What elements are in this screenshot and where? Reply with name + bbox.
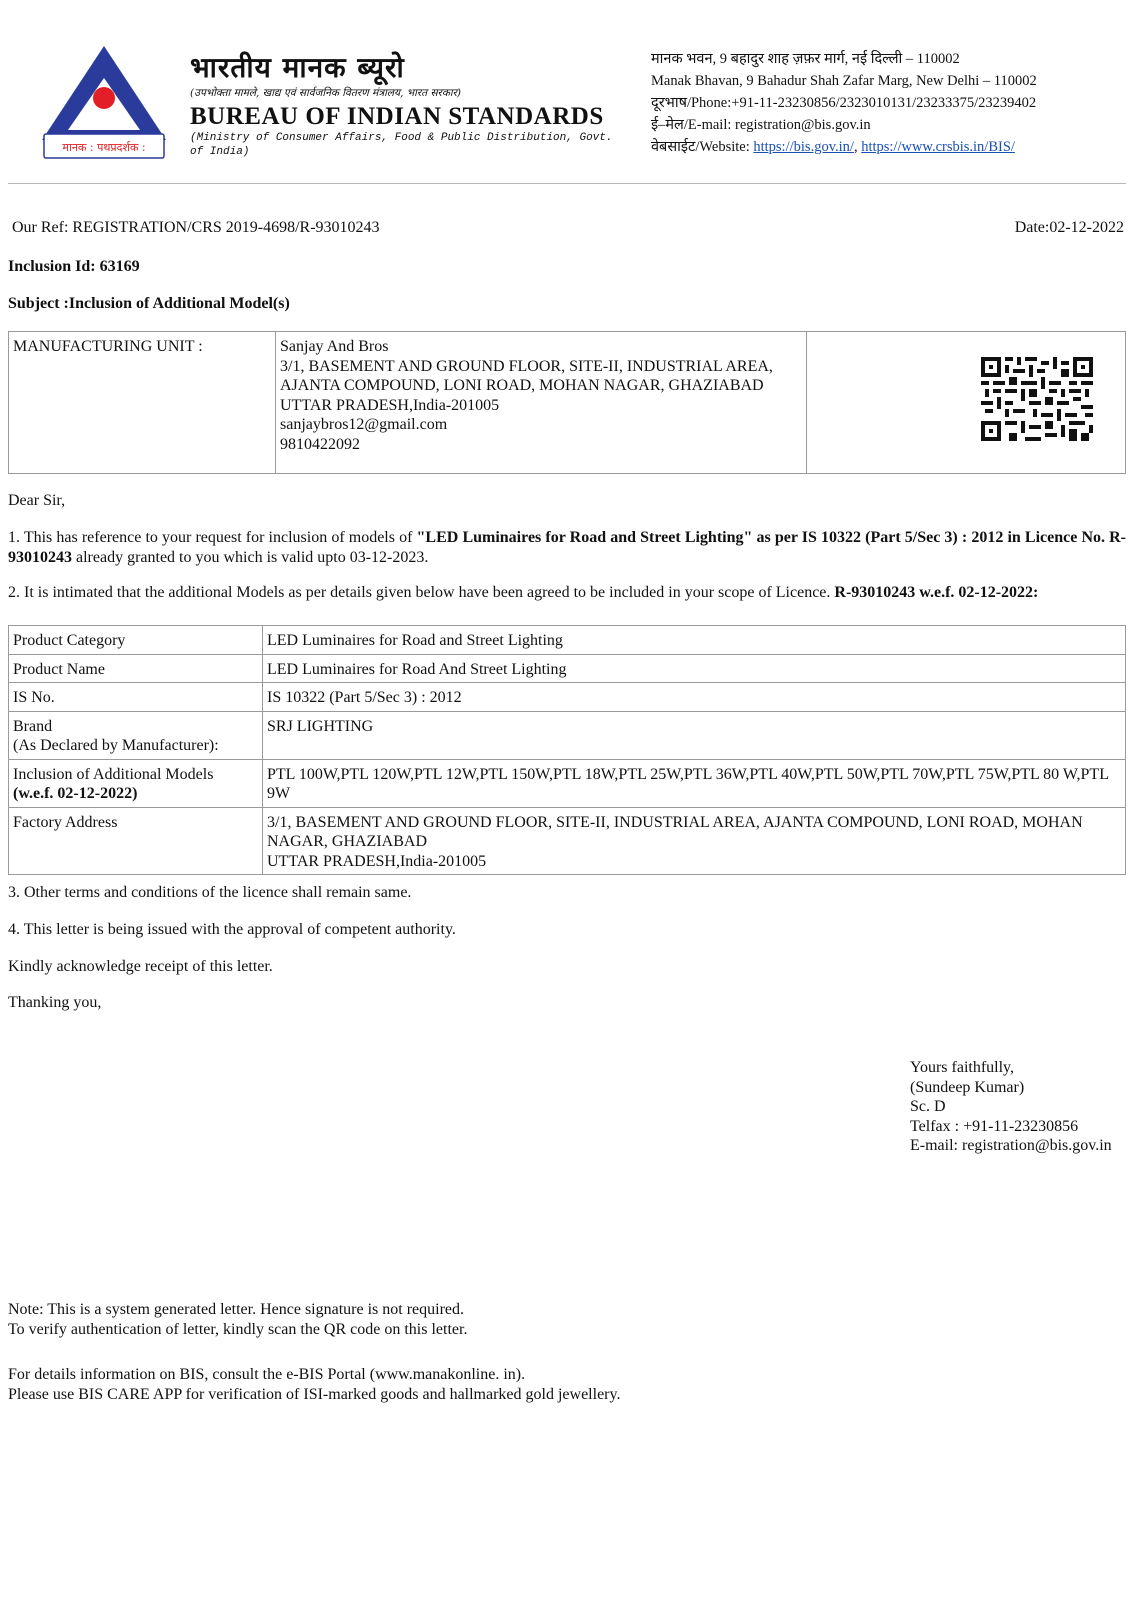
inclusion-id: Inclusion Id: 63169 [8, 258, 140, 275]
paragraph-4: 4. This letter is being issued with the approval of competent authority. [8, 921, 456, 938]
phone-line [651, 92, 1037, 114]
manufacturer-address: 3/1, BASEMENT AND GROUND FLOOR, SITE-II, INDUSTRIAL AREA, AJANTA COMPOUND, LONI ROAD, MOHAN NAGAR, GHAZIABAD [280, 357, 773, 394]
ministry-line: (Ministry of Consumer Affairs, Food & Public Distribution, Govt. of India) [190, 132, 613, 158]
email-line [651, 114, 1037, 136]
product-name-label: Product Name [9, 654, 263, 683]
product-name-value: LED Luminaires for Road And Street Lighting [263, 654, 1126, 683]
phone-numbers: +91-11-23230856/2323010131/23233375/23239402 [731, 95, 1037, 111]
manufacturer-name: Sanjay And Bros [280, 338, 389, 355]
manufacturer-label: MANUFACTURING UNIT : [9, 332, 276, 474]
closing: Yours faithfully, [910, 1059, 1015, 1076]
paragraph-1-start: 1. This has reference to your request for inclusion of models of [8, 529, 417, 546]
letter-date: Date:02-12-2022 [1014, 219, 1124, 236]
contact-block [651, 48, 1037, 158]
hindi-subtitle: (उपभोक्ता मामले, खाद्य एवं सार्वजनिक वितरण मंत्रालय, भारत सरकार) [190, 87, 462, 99]
email-address: registration@bis.gov.in [735, 117, 871, 133]
hindi-title: भारतीय मानक ब्यूरो [190, 51, 405, 84]
qr-cell [807, 332, 1126, 474]
manufacturer-email: sanjaybros12@gmail.com [280, 416, 448, 433]
product-category-label: Product Category [9, 626, 263, 655]
factory-address-value [263, 807, 1126, 875]
bis-logo [40, 44, 168, 164]
website-separator: , [853, 139, 858, 155]
signatory-email: E-mail: registration@bis.gov.in [910, 1137, 1112, 1154]
subject-line: Subject :Inclusion of Additional Model(s) [8, 295, 290, 312]
manufacturer-state: UTTAR PRADESH,India-201005 [280, 396, 500, 414]
email-label: ई–मेल/E-mail: [651, 117, 732, 133]
logo-motto: मानक : पथप्रदर्शक : [62, 141, 146, 154]
manufacturer-phone: 9810422092 [280, 435, 360, 453]
paragraph-1-end: already granted to you which is valid upto 03-12-2023. [72, 548, 429, 566]
models-label [9, 759, 263, 807]
models-label-sub: (w.e.f. 02-12-2022) [13, 785, 138, 802]
info-line-2: Please use BIS CARE APP for verification of ISI-marked goods and hallmarked gold jewellery. [8, 1385, 621, 1403]
header-divider [8, 183, 1126, 184]
paragraph-2 [8, 583, 1126, 603]
table-row [9, 683, 1126, 712]
website-link-bis[interactable]: https://bis.gov.in/ [753, 139, 854, 155]
brand-label [9, 711, 263, 759]
salutation: Dear Sir, [8, 492, 66, 509]
table-row [9, 711, 1126, 759]
website-label: वेबसाईट/Website: [651, 139, 750, 155]
signatory-telfax: Telfax : +91-11-23230856 [910, 1117, 1079, 1135]
note-line-1: Note: This is a system generated letter. Hence signature is not required. [8, 1301, 465, 1318]
product-category-value: LED Luminaires for Road and Street Lighting [263, 626, 1126, 655]
paragraph-3: 3. Other terms and conditions of the licence shall remain same. [8, 884, 412, 901]
factory-address-line1: 3/1, BASEMENT AND GROUND FLOOR, SITE-II, INDUSTRIAL AREA, AJANTA COMPOUND, LONI ROAD, MOHAN NAGAR, GHAZIABAD [267, 813, 1083, 850]
website-link-crsbis[interactable]: https://www.crsbis.in/BIS/ [861, 139, 1015, 155]
brand-label-sub: (As Declared by Manufacturer): [13, 737, 219, 754]
table-row [9, 626, 1126, 655]
table-row [9, 759, 1126, 807]
paragraph-1-product: "LED Luminaires for Road and Street Lighting" as per IS 10322 (Part 5/Sec 3) : 2012 in Licence No. R-93010243 [8, 529, 1126, 566]
manufacturer-row [9, 332, 1126, 474]
english-title: BUREAU OF INDIAN STANDARDS [190, 103, 604, 130]
website-line [651, 136, 1037, 158]
signatory-designation: Sc. D [910, 1098, 946, 1115]
paragraph-2-licence: R-93010243 w.e.f. 02-12-2022: [834, 584, 1039, 601]
our-reference: Our Ref: REGISTRATION/CRS 2019-4698/R-93010243 [12, 219, 380, 236]
qr-code[interactable] [981, 357, 1093, 441]
system-note [8, 1300, 467, 1339]
info-line-1: For details information on BIS, consult the e-BIS Portal (www.manakonline. in). [8, 1366, 526, 1383]
is-no-value: IS 10322 (Part 5/Sec 3) : 2012 [263, 683, 1126, 712]
signatory-name: (Sundeep Kumar) [910, 1078, 1025, 1096]
table-row [9, 807, 1126, 875]
brand-label-main: Brand [13, 717, 53, 735]
address-hindi: मानक भवन, 9 बहादुर शाह ज़फ़र मार्ग, नई दिल्ली – 110002 [651, 51, 960, 67]
paragraph-1 [8, 528, 1126, 567]
brand-value: SRJ LIGHTING [263, 711, 1126, 759]
manufacturer-details [276, 332, 807, 474]
signature-block [910, 1058, 1112, 1156]
details-table [8, 625, 1126, 875]
acknowledge-line: Kindly acknowledge receipt of this letter. [8, 958, 273, 975]
info-note [8, 1365, 620, 1404]
thanking-line: Thanking you, [8, 994, 102, 1011]
table-row [9, 654, 1126, 683]
address-english: Manak Bhavan, 9 Bahadur Shah Zafar Marg, New Delhi – 110002 [651, 73, 1037, 89]
note-line-2: To verify authentication of letter, kindly scan the QR code on this letter. [8, 1320, 468, 1338]
is-no-label: IS No. [9, 683, 263, 712]
models-label-main: Inclusion of Additional Models [13, 765, 214, 783]
models-value: PTL 100W,PTL 120W,PTL 12W,PTL 150W,PTL 18W,PTL 25W,PTL 36W,PTL 40W,PTL 50W,PTL 70W,PTL 75W,PTL 80 W,PTL 9W [263, 759, 1126, 807]
paragraph-2-start: 2. It is intimated that the additional Models as per details given below have been agreed to be included in your scope of Licence. [8, 584, 835, 601]
factory-address-label: Factory Address [9, 807, 263, 875]
factory-address-line2: UTTAR PRADESH,India-201005 [267, 852, 487, 870]
manufacturer-table [8, 331, 1126, 474]
phone-label: दूरभाष/Phone: [651, 95, 732, 111]
